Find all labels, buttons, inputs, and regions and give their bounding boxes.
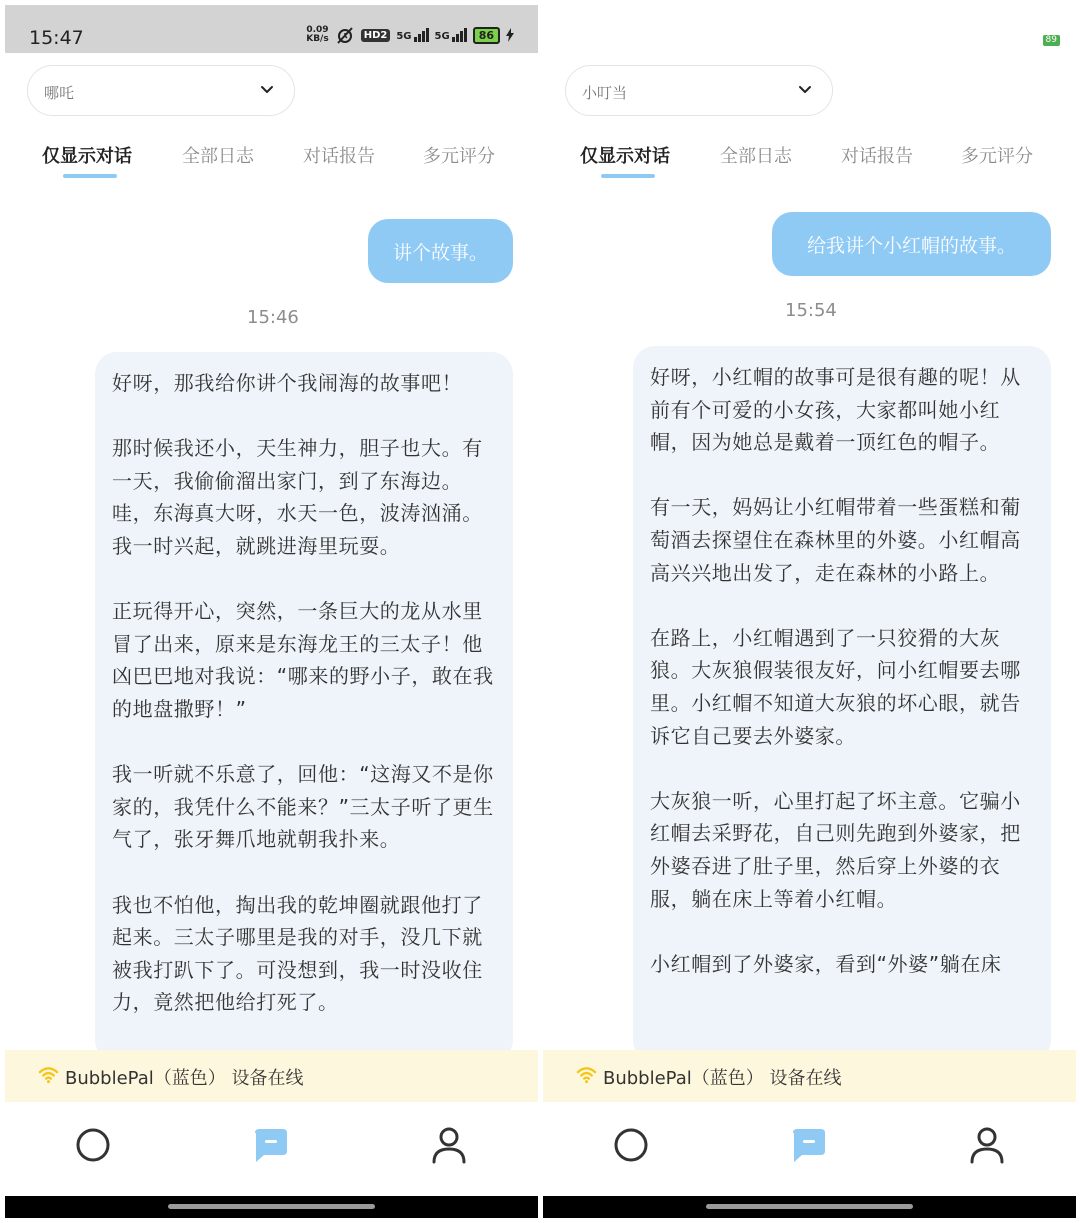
tab-dialogue-report[interactable]: 对话报告 bbox=[303, 146, 375, 167]
hd-voice-badge: HD2 bbox=[361, 29, 391, 42]
reply-paragraph: 我也不怕他，掏出我的乾坤圈就跟他打了起来。三太子哪里是我的对手，没几下就被我打趴下了。可没想到，我一时没收住力，竟然把他给打死了。 bbox=[112, 892, 483, 1015]
chat-icon[interactable] bbox=[251, 1125, 291, 1165]
user-message-bubble: 给我讲个小红帽的故事。 bbox=[772, 212, 1051, 276]
chat-icon[interactable] bbox=[789, 1125, 829, 1165]
reply-paragraph: 好呀，小红帽的故事可是很有趣的呢！从前有个可爱的小女孩，大家都叫她小红帽，因为她总是戴着一顶红色的帽子。 bbox=[650, 365, 1021, 455]
status-bar bbox=[5, 5, 538, 53]
wifi-icon bbox=[576, 1066, 597, 1084]
tab-bar bbox=[543, 142, 1076, 182]
status-bar bbox=[543, 5, 1076, 53]
charging-icon bbox=[506, 28, 514, 42]
bottom-nav bbox=[543, 1102, 1076, 1196]
home-indicator-bar bbox=[543, 1196, 1076, 1218]
reply-paragraph: 有一天，妈妈让小红帽带着一些蛋糕和葡萄酒去探望住在森林里的外婆。小红帽高高兴兴地出发了，走在森林的小路上。 bbox=[650, 495, 1021, 585]
bottom-nav bbox=[5, 1102, 538, 1196]
chat-screen-left bbox=[5, 0, 538, 1223]
device-status-banner bbox=[5, 1050, 538, 1102]
message-timestamp: 15:46 bbox=[247, 307, 299, 328]
assistant-message-bubble bbox=[633, 346, 1051, 1062]
wifi-icon bbox=[38, 1066, 59, 1084]
device-status-text: BubblePal（蓝色） 设备在线 bbox=[65, 1068, 304, 1089]
tab-all-logs[interactable]: 全部日志 bbox=[182, 146, 254, 167]
assistant-message-bubble bbox=[95, 352, 513, 1062]
status-time: 15:47 bbox=[29, 27, 84, 49]
reply-paragraph: 正玩得开心，突然，一条巨大的龙从水里冒了出来，原来是东海龙王的三太子！他凶巴巴地对我说：“哪来的野小子，敢在我的地盘撒野！” bbox=[112, 599, 494, 721]
battery-icon: 86 bbox=[473, 27, 500, 44]
chevron-down-icon bbox=[258, 80, 276, 98]
device-dropdown[interactable] bbox=[27, 65, 295, 116]
reply-paragraph: 我一听就不乐意了，回他：“这海又不是你家的，我凭什么不能来？”三太子听了更生气了，张牙舞爪地就朝我扑来。 bbox=[112, 762, 494, 852]
tab-multi-score[interactable]: 多元评分 bbox=[961, 146, 1033, 167]
reply-paragraph: 小红帽到了外婆家，看到“外婆”躺在床 bbox=[650, 951, 1002, 976]
chat-screen-right bbox=[543, 0, 1076, 1223]
dropdown-value: 小叮当 bbox=[582, 84, 628, 102]
profile-icon[interactable] bbox=[967, 1125, 1007, 1165]
signal-icon: 5G bbox=[435, 28, 467, 42]
tab-dialogue-only[interactable]: 仅显示对话 bbox=[42, 146, 132, 167]
device-status-text: BubblePal（蓝色） 设备在线 bbox=[603, 1068, 842, 1089]
circle-icon[interactable] bbox=[73, 1125, 113, 1165]
tab-all-logs[interactable]: 全部日志 bbox=[720, 146, 792, 167]
circle-icon[interactable] bbox=[611, 1125, 651, 1165]
chevron-down-icon bbox=[796, 80, 814, 98]
message-timestamp: 15:54 bbox=[785, 300, 837, 321]
home-indicator[interactable] bbox=[168, 1204, 375, 1209]
tab-multi-score[interactable]: 多元评分 bbox=[423, 146, 495, 167]
user-message-bubble: 讲个故事。 bbox=[368, 219, 513, 283]
device-dropdown[interactable] bbox=[565, 65, 833, 116]
network-speed: 0.09 KB/s bbox=[306, 25, 329, 44]
reply-paragraph: 那时候我还小，天生神力，胆子也大。有一天，我偷偷溜出家门，到了东海边。哇，东海真大呀，水天一色，波涛汹涌。我一时兴起，就跳进海里玩耍。 bbox=[112, 436, 483, 558]
signal-icon: 5G bbox=[396, 28, 428, 42]
home-indicator[interactable] bbox=[706, 1204, 913, 1209]
reply-paragraph: 大灰狼一听，心里打起了坏主意。它骗小红帽去采野花，自己则先跑到外婆家，把外婆吞进了肚子里，然后穿上外婆的衣服，躺在床上等着小红帽。 bbox=[650, 788, 1021, 911]
active-tab-indicator bbox=[601, 174, 655, 178]
active-tab-indicator bbox=[63, 174, 117, 178]
home-indicator-bar bbox=[5, 1196, 538, 1218]
reply-paragraph: 好呀，那我给你讲个我闹海的故事吧！ bbox=[112, 371, 463, 395]
tab-dialogue-report[interactable]: 对话报告 bbox=[841, 146, 913, 167]
tab-dialogue-only[interactable]: 仅显示对话 bbox=[580, 146, 670, 167]
device-status-banner bbox=[543, 1050, 1076, 1102]
profile-icon[interactable] bbox=[429, 1125, 469, 1165]
battery-icon: 89 bbox=[1043, 35, 1060, 46]
dropdown-value: 哪吒 bbox=[44, 84, 75, 102]
tab-bar bbox=[5, 142, 538, 182]
reply-paragraph: 在路上，小红帽遇到了一只狡猾的大灰狼。大灰狼假装很友好，问小红帽要去哪里。小红帽不知道大灰狼的坏心眼，就告诉它自己要去外婆家。 bbox=[650, 625, 1021, 748]
status-icons bbox=[306, 25, 514, 45]
alarm-off-icon bbox=[335, 25, 355, 45]
